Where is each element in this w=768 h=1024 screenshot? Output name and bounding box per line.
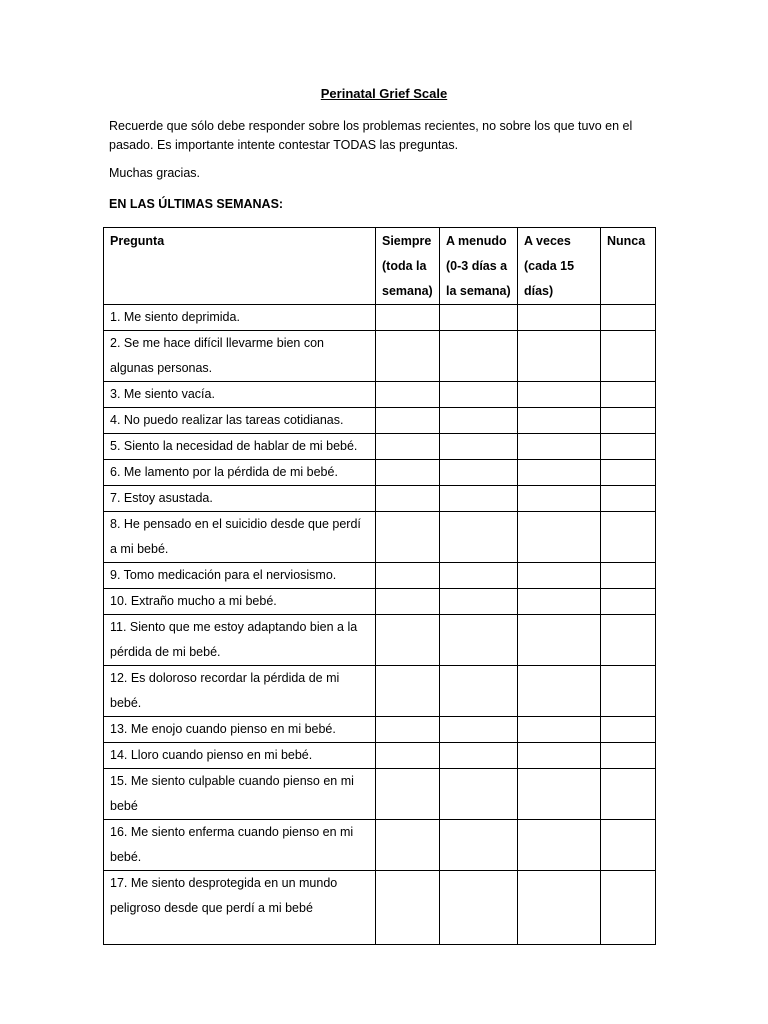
answer-cell-a-veces[interactable]	[518, 769, 601, 820]
answer-cell-a-veces[interactable]	[518, 460, 601, 486]
table-row	[104, 512, 656, 563]
question-cell: 1. Me siento deprimida.	[104, 305, 376, 331]
table-row	[104, 769, 656, 820]
answer-cell-nunca[interactable]	[601, 743, 656, 769]
table-row	[104, 460, 656, 486]
answer-cell-nunca[interactable]	[601, 563, 656, 589]
header-siempre: Siempre (toda la semana)	[376, 228, 440, 305]
answer-cell-a-menudo[interactable]	[440, 666, 518, 717]
answer-cell-nunca[interactable]	[601, 615, 656, 666]
answer-cell-a-veces[interactable]	[518, 331, 601, 382]
answer-cell-a-menudo[interactable]	[440, 434, 518, 460]
question-cell: 2. Se me hace difícil llevarme bien con algunas personas.	[104, 331, 376, 382]
answer-cell-a-menudo[interactable]	[440, 717, 518, 743]
answer-cell-siempre[interactable]	[376, 486, 440, 512]
answer-cell-a-veces[interactable]	[518, 820, 601, 871]
answer-cell-nunca[interactable]	[601, 769, 656, 820]
table-row	[104, 743, 656, 769]
answer-cell-siempre[interactable]	[376, 305, 440, 331]
answer-cell-siempre[interactable]	[376, 434, 440, 460]
answer-cell-a-menudo[interactable]	[440, 563, 518, 589]
table-row	[104, 486, 656, 512]
table-row	[104, 589, 656, 615]
answer-cell-a-veces[interactable]	[518, 871, 601, 945]
answer-cell-siempre[interactable]	[376, 615, 440, 666]
answer-cell-siempre[interactable]	[376, 743, 440, 769]
answer-cell-siempre[interactable]	[376, 331, 440, 382]
question-cell: 15. Me siento culpable cuando pienso en mi bebé	[104, 769, 376, 820]
answer-cell-a-veces[interactable]	[518, 666, 601, 717]
table-row	[104, 331, 656, 382]
answer-cell-siempre[interactable]	[376, 408, 440, 434]
table-row	[104, 666, 656, 717]
answer-cell-a-menudo[interactable]	[440, 615, 518, 666]
answer-cell-a-menudo[interactable]	[440, 486, 518, 512]
thanks-text: Muchas gracias.	[109, 166, 201, 180]
section-heading: EN LAS ÚLTIMAS SEMANAS:	[109, 197, 284, 211]
answer-cell-nunca[interactable]	[601, 331, 656, 382]
table-row	[104, 434, 656, 460]
answer-cell-a-menudo[interactable]	[440, 820, 518, 871]
table-row	[104, 563, 656, 589]
answer-cell-a-menudo[interactable]	[440, 331, 518, 382]
table-row	[104, 382, 656, 408]
answer-cell-a-veces[interactable]	[518, 305, 601, 331]
question-cell: 16. Me siento enferma cuando pienso en mi bebé.	[104, 820, 376, 871]
answer-cell-a-veces[interactable]	[518, 512, 601, 563]
question-cell: 13. Me enojo cuando pienso en mi bebé.	[104, 717, 376, 743]
answer-cell-a-menudo[interactable]	[440, 769, 518, 820]
question-cell: 12. Es doloroso recordar la pérdida de mi bebé.	[104, 666, 376, 717]
answer-cell-siempre[interactable]	[376, 871, 440, 945]
answer-cell-a-veces[interactable]	[518, 615, 601, 666]
answer-cell-a-menudo[interactable]	[440, 408, 518, 434]
questionnaire-table	[103, 227, 656, 945]
table-row	[104, 408, 656, 434]
table-row	[104, 820, 656, 871]
answer-cell-nunca[interactable]	[601, 305, 656, 331]
answer-cell-nunca[interactable]	[601, 871, 656, 945]
header-nunca: Nunca	[601, 228, 656, 305]
table-row	[104, 871, 656, 945]
answer-cell-nunca[interactable]	[601, 486, 656, 512]
question-cell: 5. Siento la necesidad de hablar de mi bebé.	[104, 434, 376, 460]
answer-cell-a-veces[interactable]	[518, 382, 601, 408]
answer-cell-nunca[interactable]	[601, 717, 656, 743]
question-cell: 6. Me lamento por la pérdida de mi bebé.	[104, 460, 376, 486]
answer-cell-a-menudo[interactable]	[440, 589, 518, 615]
answer-cell-siempre[interactable]	[376, 382, 440, 408]
answer-cell-a-veces[interactable]	[518, 717, 601, 743]
question-cell: 8. He pensado en el suicidio desde que perdí a mi bebé.	[104, 512, 376, 563]
table-row	[104, 305, 656, 331]
answer-cell-nunca[interactable]	[601, 408, 656, 434]
answer-cell-siempre[interactable]	[376, 666, 440, 717]
table-row	[104, 717, 656, 743]
question-cell: 10. Extraño mucho a mi bebé.	[104, 589, 376, 615]
answer-cell-a-menudo[interactable]	[440, 460, 518, 486]
answer-cell-siempre[interactable]	[376, 717, 440, 743]
answer-cell-siempre[interactable]	[376, 563, 440, 589]
answer-cell-a-menudo[interactable]	[440, 305, 518, 331]
question-cell: 17. Me siento desprotegida en un mundo peligroso desde que perdí a mi bebé	[104, 871, 376, 945]
table-header-row	[104, 228, 656, 305]
answer-cell-a-veces[interactable]	[518, 486, 601, 512]
answer-cell-a-veces[interactable]	[518, 589, 601, 615]
answer-cell-a-menudo[interactable]	[440, 871, 518, 945]
question-cell: 3. Me siento vacía.	[104, 382, 376, 408]
answer-cell-nunca[interactable]	[601, 382, 656, 408]
answer-cell-a-menudo[interactable]	[440, 382, 518, 408]
answer-cell-a-veces[interactable]	[518, 563, 601, 589]
answer-cell-nunca[interactable]	[601, 460, 656, 486]
answer-cell-a-veces[interactable]	[518, 743, 601, 769]
answer-cell-siempre[interactable]	[376, 512, 440, 563]
table-row	[104, 615, 656, 666]
question-cell: 14. Lloro cuando pienso en mi bebé.	[104, 743, 376, 769]
answer-cell-siempre[interactable]	[376, 769, 440, 820]
answer-cell-nunca[interactable]	[601, 434, 656, 460]
intro-paragraph: Recuerde que sólo debe responder sobre los problemas recientes, no sobre los que tuvo en el pasado. Es importante intente contestar TODAS las preguntas.	[109, 119, 633, 152]
header-pregunta: Pregunta	[104, 228, 376, 305]
answer-cell-nunca[interactable]	[601, 666, 656, 717]
answer-cell-a-menudo[interactable]	[440, 743, 518, 769]
answer-cell-a-veces[interactable]	[518, 408, 601, 434]
page-title: Perinatal Grief Scale	[320, 86, 448, 101]
question-cell: 9. Tomo medicación para el nerviosismo.	[104, 563, 376, 589]
answer-cell-a-menudo[interactable]	[440, 512, 518, 563]
answer-cell-nunca[interactable]	[601, 512, 656, 563]
answer-cell-siempre[interactable]	[376, 820, 440, 871]
answer-cell-nunca[interactable]	[601, 820, 656, 871]
header-a-veces: A veces (cada 15 días)	[518, 228, 601, 305]
answer-cell-siempre[interactable]	[376, 589, 440, 615]
answer-cell-a-veces[interactable]	[518, 434, 601, 460]
question-cell: 7. Estoy asustada.	[104, 486, 376, 512]
question-cell: 11. Siento que me estoy adaptando bien a la pérdida de mi bebé.	[104, 615, 376, 666]
header-a-menudo: A menudo (0-3 días a la semana)	[440, 228, 518, 305]
answer-cell-siempre[interactable]	[376, 460, 440, 486]
question-cell: 4. No puedo realizar las tareas cotidianas.	[104, 408, 376, 434]
answer-cell-nunca[interactable]	[601, 589, 656, 615]
